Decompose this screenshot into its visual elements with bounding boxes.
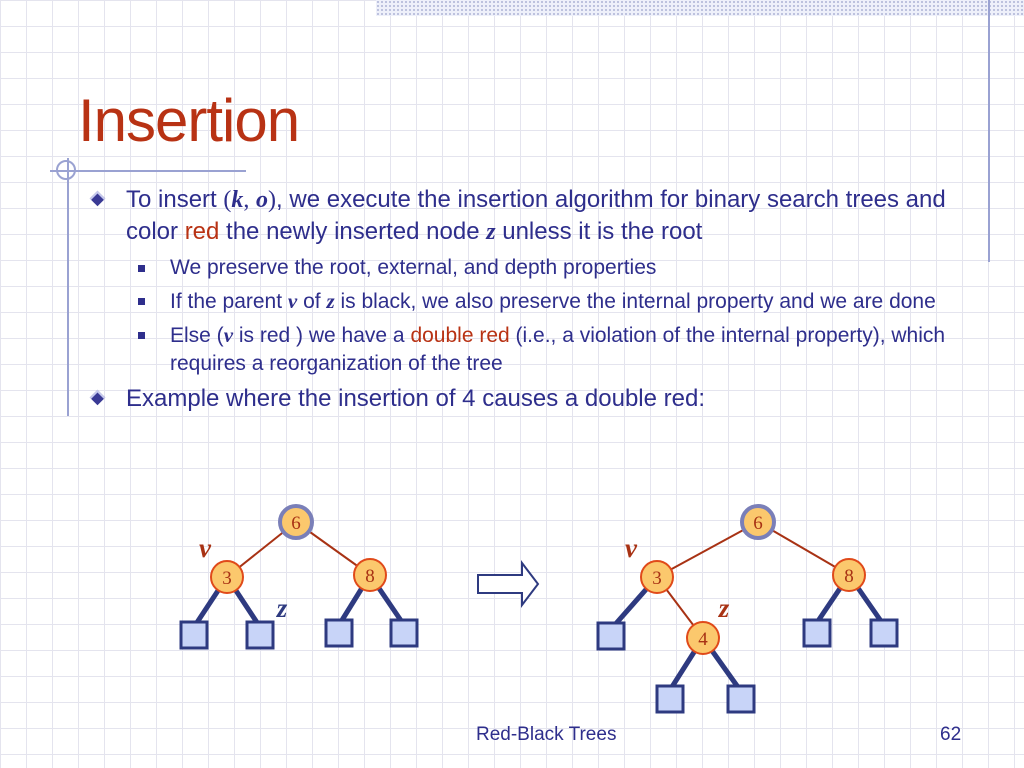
external-leaf [657, 686, 683, 712]
external-leaf [871, 620, 897, 646]
page-number: 62 [940, 724, 962, 745]
footer-title: Red-Black Trees [476, 724, 617, 745]
external-leaf [391, 620, 417, 646]
label-z: z [276, 593, 288, 623]
node-inserted-label: 4 [698, 629, 708, 650]
left-tree [181, 506, 417, 648]
arrow-icon [478, 563, 538, 605]
node-right-label: 8 [365, 566, 375, 587]
node-right-label: 8 [844, 566, 854, 587]
label-v: v [625, 533, 637, 563]
slide-title: Insertion [78, 87, 300, 154]
sub-bullet-double-red: Else (v is red ) we have a double red (i.e., a violation of the internal property), which requires a reorganization of the tree [170, 321, 988, 378]
label-v: v [199, 533, 211, 563]
right-tree [598, 506, 897, 712]
node-left-label: 3 [222, 568, 232, 589]
external-leaf [247, 622, 273, 648]
sub-bullet-parent-black: If the parent v of z is black, we also preserve the internal property and we are done [170, 287, 988, 316]
external-leaf [181, 622, 207, 648]
bullet-example: Example where the insertion of 4 causes a double red: [88, 383, 988, 414]
external-leaf [326, 620, 352, 646]
label-z: z [718, 593, 730, 623]
external-leaf [728, 686, 754, 712]
node-root-label: 6 [291, 513, 301, 534]
node-root-label: 6 [753, 513, 763, 534]
bullet-insert-algorithm: To insert (k, o), we execute the insertion algorithm for binary search trees and color red the newly inserted node z unless it is the root [88, 184, 988, 248]
external-leaf [804, 620, 830, 646]
external-leaf [598, 623, 624, 649]
node-left-label: 3 [652, 568, 662, 589]
sub-bullet-preserve-properties: We preserve the root, external, and depth properties [170, 254, 988, 282]
